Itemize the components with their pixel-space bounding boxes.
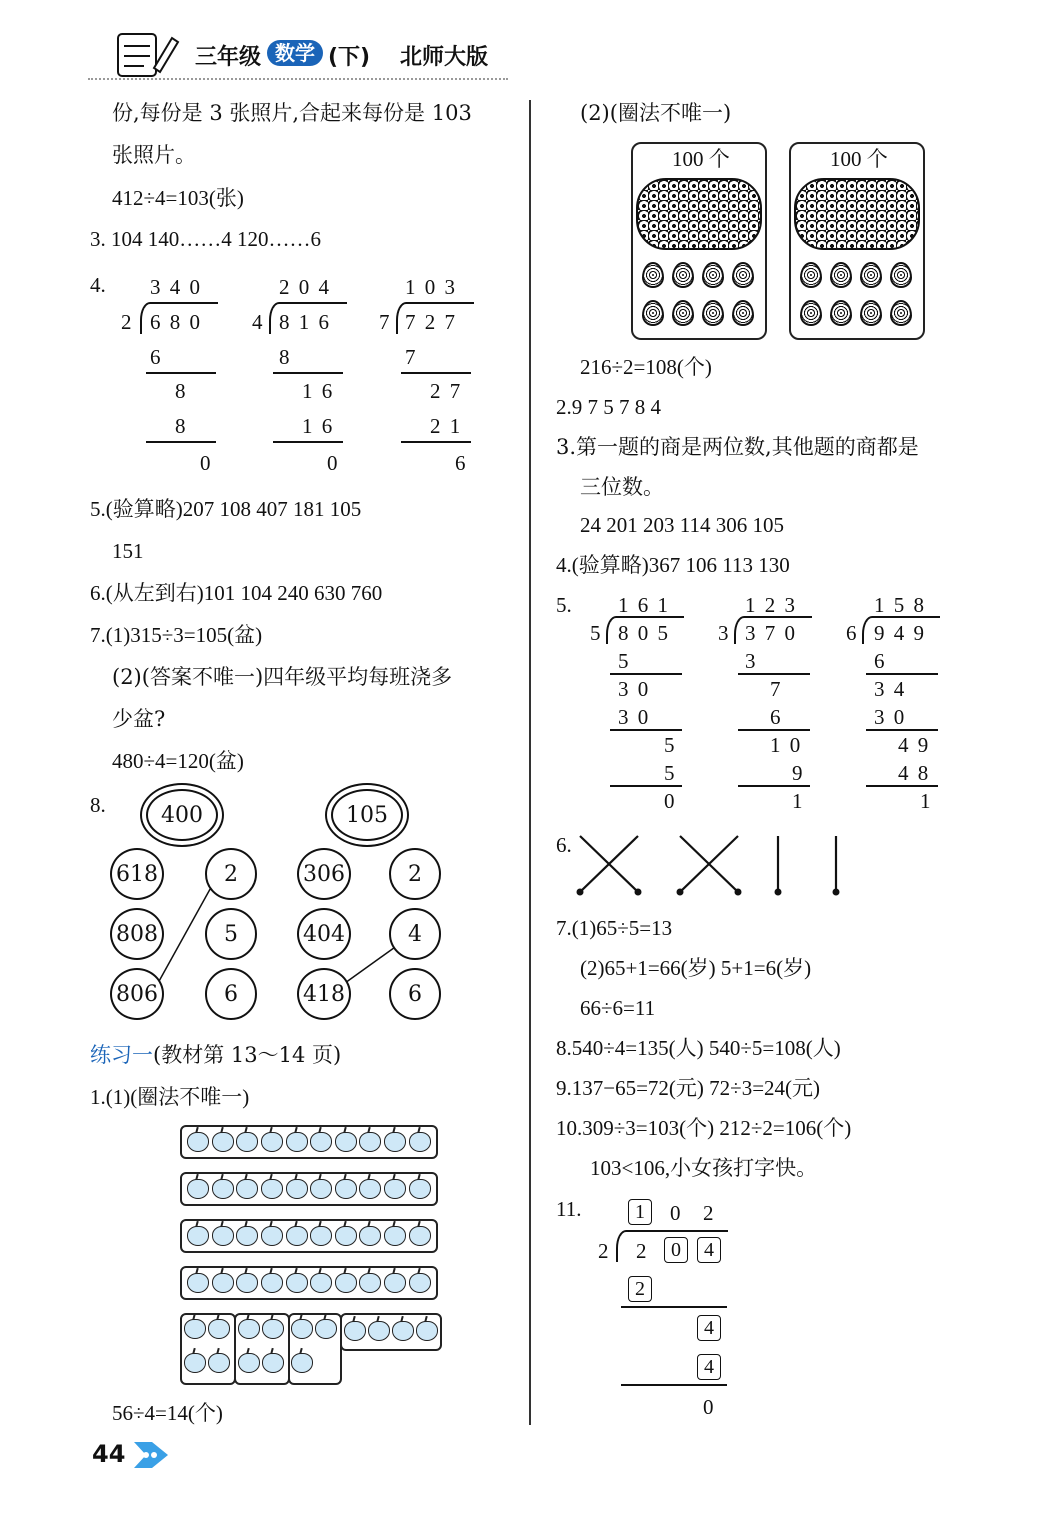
apple-grid [238, 1319, 284, 1373]
step: 3 [745, 649, 756, 673]
number: 404 [303, 921, 345, 947]
item7-formula: 480÷4=120(盆) [112, 749, 244, 773]
step-line [621, 1384, 727, 1386]
target-circle [331, 789, 403, 841]
r-item5-label: 5. [556, 593, 572, 617]
r-item7-1: 7.(1)65÷5=13 [556, 916, 673, 940]
quotient-box [628, 1199, 652, 1225]
apple-icon [262, 1319, 284, 1339]
number: 618 [116, 861, 158, 887]
apple-icon [212, 1179, 234, 1199]
step: 3 0 [618, 677, 651, 701]
number: 4 [408, 921, 422, 947]
step-line [610, 785, 682, 787]
apple-grid [291, 1319, 337, 1373]
r-item2: 2.9 7 5 7 8 4 [556, 395, 661, 419]
apple-icon [359, 1226, 381, 1246]
practice-title: 练习一 [90, 1043, 153, 1067]
quotient: 1 6 1 [618, 593, 670, 617]
remainder: 0 [664, 789, 675, 813]
apple-grid [344, 1321, 438, 1341]
item5: 5.(验算略)207 108 407 181 105 [90, 497, 362, 521]
apple-icon [409, 1273, 431, 1293]
item4-label: 4. [90, 273, 106, 297]
r-item-title: (2)(圈法不唯一) [580, 101, 732, 125]
number-circle [389, 908, 441, 960]
apple-icon [291, 1353, 313, 1373]
remainder: 1 [792, 789, 803, 813]
arrow-badge-icon [132, 1438, 172, 1472]
apple-icon [261, 1179, 283, 1199]
quotient: 1 2 3 [745, 593, 797, 617]
quotient-digit: 2 [703, 1201, 714, 1225]
step-line [738, 785, 810, 787]
apple-icon [212, 1132, 234, 1152]
item7-2a: (2)(答案不唯一)四年级平均每班浇多 [112, 665, 453, 689]
berry-icon [860, 300, 882, 326]
header-subject: 数学 [275, 41, 315, 65]
apple-icon [310, 1226, 332, 1246]
remainder: 0 [703, 1395, 714, 1419]
apple-icon [238, 1319, 260, 1339]
berry-icon [890, 300, 912, 326]
apple-grid [184, 1319, 230, 1373]
number: 6 [224, 981, 238, 1007]
apple-icon [286, 1273, 308, 1293]
number: 808 [116, 921, 158, 947]
step-line [610, 673, 682, 675]
berry-icon [800, 300, 822, 326]
apple-icon [236, 1132, 258, 1152]
digit: 4 [704, 1238, 714, 1261]
number-circle [205, 908, 257, 960]
r-item3-a: 3.第一题的商是两位数,其他题的商都是 [556, 435, 919, 459]
apple-group-row [180, 1266, 438, 1300]
r-item8: 8.540÷4=135(人) 540÷5=108(人) [556, 1036, 841, 1060]
step: 4 8 [898, 761, 931, 785]
number: 2 [408, 861, 422, 887]
item2-formula: 412÷4=103(张) [112, 186, 244, 210]
quotient: 3 4 0 [150, 275, 202, 299]
berry-icon [672, 300, 694, 326]
apple-icon [236, 1179, 258, 1199]
apple-icon [359, 1179, 381, 1199]
number: 2 [224, 861, 238, 887]
apple-icon [262, 1353, 284, 1373]
item7-2b: 少盆? [112, 707, 166, 731]
r-item7-3: 66÷6=11 [580, 996, 656, 1020]
apple-icon [208, 1353, 230, 1373]
target-value: 105 [346, 802, 388, 828]
berry-icon [672, 262, 694, 288]
header-term: (下) [328, 45, 371, 70]
apple-icon [335, 1179, 357, 1199]
apple-icon [344, 1321, 366, 1341]
dividend-box [697, 1237, 721, 1263]
quotient-digit: 0 [670, 1201, 681, 1225]
berry-icon [642, 262, 664, 288]
step: 8 [175, 379, 186, 403]
apple-icon [291, 1319, 313, 1339]
dividend: 6 8 0 [150, 310, 202, 334]
divisor: 2 [121, 310, 132, 334]
apple-icon [184, 1319, 206, 1339]
apple-group-row [180, 1172, 438, 1206]
header-grade: 三年级 [195, 45, 262, 70]
number-circle [297, 908, 351, 960]
apple-icon [286, 1226, 308, 1246]
r-item4: 4.(验算略)367 106 113 130 [556, 553, 790, 577]
divisor: 6 [846, 621, 857, 645]
divisor: 7 [379, 310, 390, 334]
berry-cluster-icon [636, 178, 762, 250]
step: 9 [792, 761, 803, 785]
item7-1: 7.(1)315÷3=105(盆) [90, 623, 263, 647]
apple-icon [187, 1132, 209, 1152]
apple-icon [384, 1226, 406, 1246]
box-label: 100 个 [672, 147, 730, 171]
apple-icon [261, 1226, 283, 1246]
r-item11-label: 11. [556, 1197, 582, 1221]
remainder: 6 [455, 451, 466, 475]
apple-icon [187, 1273, 209, 1293]
step: 4 9 [898, 733, 931, 757]
berry-icon [732, 300, 754, 326]
item3: 3. 104 140……4 120……6 [90, 227, 321, 251]
dividend: 9 4 9 [874, 621, 926, 645]
apple-icon [238, 1353, 260, 1373]
step: 1 6 [302, 379, 335, 403]
berry-icon [642, 300, 664, 326]
berry-icon [830, 300, 852, 326]
column-divider [529, 100, 531, 1425]
box-label: 100 个 [830, 147, 888, 171]
dividend: 8 1 6 [279, 310, 331, 334]
r-item7-2: (2)65+1=66(岁) 5+1=6(岁) [580, 956, 812, 980]
step: 8 [279, 345, 290, 369]
step: 7 [770, 677, 781, 701]
number: 418 [303, 981, 345, 1007]
berry-icon [830, 262, 852, 288]
apple-icon [409, 1226, 431, 1246]
apple-icon [359, 1273, 381, 1293]
dividend-digit: 2 [636, 1239, 647, 1263]
berry-grid [800, 262, 914, 326]
apple-icon [409, 1179, 431, 1199]
berry-icon [860, 262, 882, 288]
berry-icon [702, 262, 724, 288]
step-line [738, 729, 810, 731]
step: 1 6 [302, 414, 335, 438]
r-item10: 10.309÷3=103(个) 212÷2=106(个) [556, 1116, 852, 1140]
step: 6 [770, 705, 781, 729]
step: 1 0 [770, 733, 803, 757]
apple-icon [335, 1273, 357, 1293]
apple-icon [212, 1273, 234, 1293]
line-drawings [570, 830, 850, 900]
step-line [866, 785, 938, 787]
berry-cluster-icon [794, 178, 920, 250]
r-item3-nums: 24 201 203 114 306 105 [580, 513, 784, 537]
berry-icon [800, 262, 822, 288]
digit: 4 [704, 1355, 714, 1378]
step-line [738, 673, 810, 675]
apple-icon [384, 1132, 406, 1152]
practice-heading [90, 1042, 341, 1068]
number: 806 [116, 981, 158, 1007]
apple-icon [212, 1226, 234, 1246]
divisor: 2 [598, 1239, 609, 1263]
step: 3 0 [874, 705, 907, 729]
target-value: 400 [161, 802, 203, 828]
divisor: 5 [590, 621, 601, 645]
digit: 1 [635, 1200, 645, 1223]
step-box [697, 1354, 721, 1380]
step-line [866, 729, 938, 731]
r-formula: 216÷2=108(个) [580, 355, 712, 379]
apple-icon [261, 1132, 283, 1152]
r-item6-label: 6. [556, 833, 572, 857]
number: 5 [224, 921, 238, 947]
apple-icon [384, 1179, 406, 1199]
step-line [866, 673, 938, 675]
step: 3 0 [618, 705, 651, 729]
step-box [628, 1276, 652, 1302]
number-circle [110, 908, 164, 960]
matching-lines [0, 0, 520, 1030]
remainder: 1 [920, 789, 931, 813]
number-circle [297, 968, 351, 1020]
digit: 0 [671, 1238, 681, 1261]
quotient: 1 0 3 [405, 275, 457, 299]
step: 5 [618, 649, 629, 673]
number-circle [297, 848, 351, 900]
number-circle [110, 968, 164, 1020]
item2-line1: 份,每份是 3 张照片,合起来每份是 103 [112, 101, 472, 125]
apple-icon [409, 1132, 431, 1152]
step: 5 [664, 761, 675, 785]
berry-icon [732, 262, 754, 288]
step: 8 [175, 414, 186, 438]
apple-icon [335, 1132, 357, 1152]
number: 6 [408, 981, 422, 1007]
digit: 2 [635, 1277, 645, 1300]
berry-icon [702, 300, 724, 326]
item5-cont: 151 [112, 539, 144, 563]
practice-item1: 1.(1)(圈法不唯一) [90, 1085, 250, 1109]
remainder: 0 [200, 451, 211, 475]
apple-group-row [180, 1125, 438, 1159]
apple-icon [359, 1132, 381, 1152]
page-number: 44 [92, 1440, 126, 1468]
apple-icon [368, 1321, 390, 1341]
divisor: 3 [718, 621, 729, 645]
berry-grid [642, 262, 756, 326]
apple-icon [286, 1132, 308, 1152]
practice-subtitle: (教材第 13～14 页) [153, 1043, 342, 1067]
number-circle [205, 968, 257, 1020]
item2-line2: 张照片。 [112, 143, 196, 167]
apple-icon [335, 1226, 357, 1246]
apple-icon [286, 1179, 308, 1199]
dividend: 3 7 0 [745, 621, 797, 645]
step: 3 4 [874, 677, 907, 701]
apple-icon [315, 1319, 337, 1339]
r-item9: 9.137−65=72(元) 72÷3=24(元) [556, 1076, 821, 1100]
dividend: 7 2 7 [405, 310, 457, 334]
apple-icon [310, 1132, 332, 1152]
apple-group-row [180, 1219, 438, 1253]
step: 7 [405, 345, 416, 369]
apple-icon [184, 1353, 206, 1373]
number: 306 [303, 861, 345, 887]
apple-icon [236, 1273, 258, 1293]
apple-icon [261, 1273, 283, 1293]
target-circle [146, 789, 218, 841]
apple-icon [310, 1179, 332, 1199]
item8-label: 8. [90, 793, 106, 817]
dividend: 8 0 5 [618, 621, 670, 645]
apple-icon [384, 1273, 406, 1293]
apple-icon [236, 1226, 258, 1246]
header-edition: 北师大版 [400, 45, 489, 70]
apple-icon [187, 1226, 209, 1246]
step: 6 [874, 649, 885, 673]
number-circle [389, 848, 441, 900]
apple-icon [208, 1319, 230, 1339]
practice-formula: 56÷4=14(个) [112, 1401, 223, 1425]
apple-icon [187, 1179, 209, 1199]
r-item10-b: 103<106,小女孩打字快。 [590, 1156, 818, 1180]
step-line [621, 1306, 727, 1308]
number-circle [205, 848, 257, 900]
number-circle [110, 848, 164, 900]
step: 6 [150, 345, 161, 369]
r-item3-b: 三位数。 [580, 475, 664, 499]
apple-icon [416, 1321, 438, 1341]
step: 2 1 [430, 414, 463, 438]
number-circle [389, 968, 441, 1020]
remainder: 0 [327, 451, 338, 475]
item6: 6.(从左到右)101 104 240 630 760 [90, 581, 383, 605]
step: 5 [664, 733, 675, 757]
step: 2 7 [430, 379, 463, 403]
apple-icon [392, 1321, 414, 1341]
digit: 4 [704, 1316, 714, 1339]
step-box [697, 1315, 721, 1341]
quotient: 2 0 4 [279, 275, 331, 299]
apple-icon [310, 1273, 332, 1293]
divisor: 4 [252, 310, 263, 334]
dividend-box [664, 1237, 688, 1263]
berry-icon [890, 262, 912, 288]
quotient: 1 5 8 [874, 593, 926, 617]
step-line [610, 729, 682, 731]
